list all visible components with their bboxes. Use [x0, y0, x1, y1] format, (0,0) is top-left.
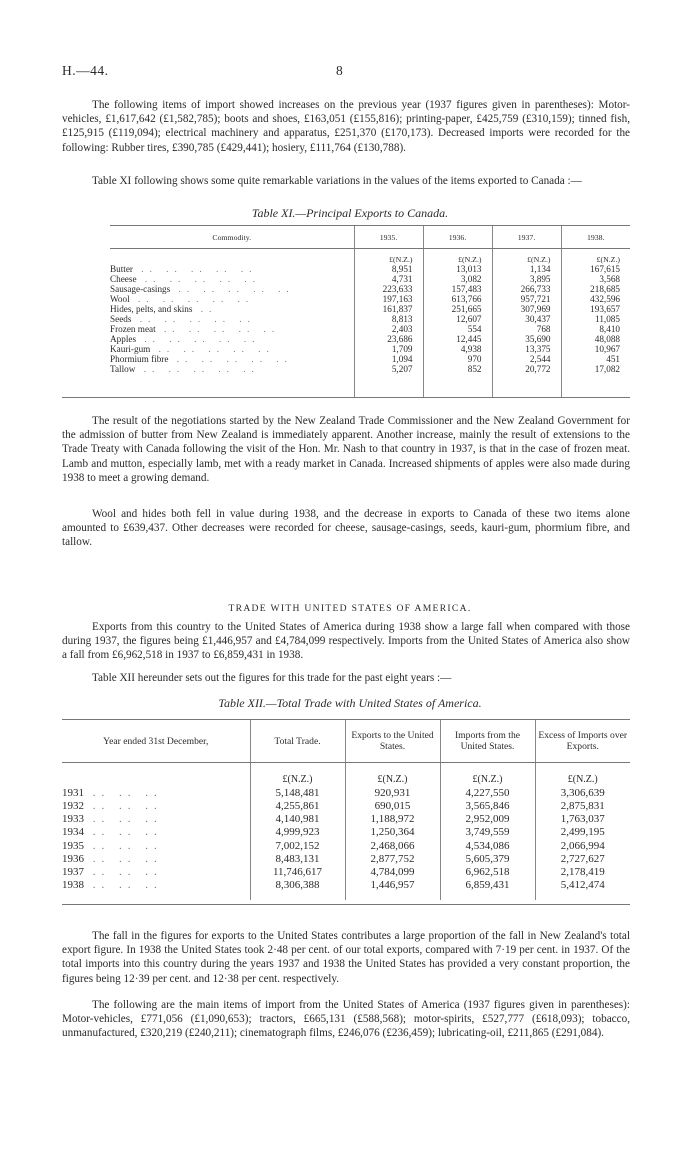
- value-cell: 223,633: [354, 284, 423, 294]
- table-xi-caption: Table XI.—Principal Exports to Canada.: [251, 206, 449, 220]
- value-cell: 1,446,957: [345, 879, 440, 892]
- col-header-year: Year ended 31st December,: [62, 720, 250, 763]
- value-cell: 8,951: [354, 264, 423, 274]
- value-cell: 193,657: [561, 304, 630, 314]
- value-cell: 768: [492, 324, 561, 334]
- value-cell: 4,255,861: [250, 799, 345, 812]
- value-cell: 12,607: [423, 314, 492, 324]
- value-cell: 554: [423, 324, 492, 334]
- col-header-1936: 1936.: [423, 226, 492, 249]
- value-cell: 2,403: [354, 324, 423, 334]
- value-cell: 1,134: [492, 264, 561, 274]
- table-row: [62, 813, 630, 826]
- value-cell: 5,605,379: [440, 852, 535, 865]
- document-reference: H.—44.: [62, 63, 109, 78]
- usa-imports-paragraph: The following are the main items of import from the United States of America (1937 figures given in parentheses): Motor-vehicles, £771,056 (£1,090,653); tractors, £665,131 (£588,568); motor-spirits, £527,777 (£618,093); tobacco, unmanufactured, £320,219 (£240,211); cinematograph films, £246,076 (£236,459); lubricating-oil, £211,865 (£291,084).: [62, 999, 630, 1040]
- value-cell: 3,082: [423, 274, 492, 284]
- table-row: [110, 304, 630, 314]
- value-cell: 13,013: [423, 264, 492, 274]
- usa-section-heading: TRADE WITH UNITED STATES OF AMERICA.: [228, 603, 472, 614]
- unit-label: £(N.Z.): [345, 763, 440, 787]
- value-cell: 2,066,994: [535, 839, 630, 852]
- value-cell: 1,094: [354, 354, 423, 364]
- table-row: [62, 865, 630, 878]
- imports-increase-paragraph: The following items of import showed increases on the previous year (1937 figures given in parentheses): Motor-vehicles, £1,617,642 (£1,582,785); boots and shoes, £163,051 (£155,816); printing-paper, £425,759 (£310,159); tinned fish, £125,915 (£119,094); electrical machinery and apparatus, £251,370 (£170,173). Decreased imports were recorded for the following: Rubber tires, £390,785 (£429,441); hosiery, £111,764 (£130,788).: [62, 99, 630, 154]
- value-cell: 2,499,195: [535, 826, 630, 839]
- value-cell: 451: [561, 354, 630, 364]
- value-cell: 5,207: [354, 364, 423, 374]
- year-label: 1932: [62, 799, 84, 812]
- year-cell: [62, 786, 250, 799]
- value-cell: 2,178,419: [535, 865, 630, 878]
- commodity-name: Frozen meat .. .. .. .. ..: [110, 324, 281, 334]
- value-cell: 8,483,131: [250, 852, 345, 865]
- table-row: [62, 839, 630, 852]
- year-label: 1935: [62, 839, 84, 852]
- padding-cell: [354, 374, 423, 398]
- table-xii-bottom-rule: [62, 904, 630, 905]
- padding-cell: [345, 892, 440, 900]
- canada-exports-table: [110, 225, 630, 398]
- leader-dots: .. .. .. .. ..: [168, 354, 293, 364]
- value-cell: 30,437: [492, 314, 561, 324]
- table-xi-bottom-rule: [62, 397, 630, 398]
- value-cell: 17,082: [561, 364, 630, 374]
- value-cell: 11,746,617: [250, 865, 345, 878]
- commodity-name: Apples .. .. .. .. ..: [110, 334, 261, 344]
- leader-dots: .. .. ..: [84, 813, 163, 826]
- usa-trade-body: [62, 763, 630, 900]
- leader-dots: ..: [192, 304, 218, 314]
- col-header-1937: 1937.: [492, 226, 561, 249]
- canada-negotiations-paragraph: The result of the negotiations started by the New Zealand Trade Commissioner and the New Zealand Government for the admission of butter from New Zealand is immediately apparent. Another increase, mainly the result of extensions to the Trade Treaty with Canada following the visit of the Hon. Mr. Nash to that country in 1937, is that in the case of frozen meat. Lamb and mutton, especially lamb, met with a ready market in Canada. Increased shipments of apples were also made during 1938 to meet a growing demand.: [62, 415, 630, 484]
- value-cell: 35,690: [492, 334, 561, 344]
- padding-cell: [62, 892, 250, 900]
- commodity-name: Kauri-gum .. .. .. .. ..: [110, 344, 275, 354]
- col-header-excess: Excess of Imports over Exports.: [535, 720, 630, 763]
- commodity-name: Tallow .. .. .. .. ..: [110, 364, 260, 374]
- leader-dots: .. .. .. .. ..: [135, 364, 260, 374]
- value-cell: 4,999,923: [250, 826, 345, 839]
- value-cell: 197,163: [354, 294, 423, 304]
- year-label: 1936: [62, 852, 84, 865]
- leader-dots: .. .. ..: [84, 879, 163, 892]
- value-cell: 8,410: [561, 324, 630, 334]
- units-spacer: [62, 763, 250, 787]
- value-cell: 4,784,099: [345, 865, 440, 878]
- value-cell: 3,895: [492, 274, 561, 284]
- value-cell: 613,766: [423, 294, 492, 304]
- value-cell: 10,967: [561, 344, 630, 354]
- table-row: [62, 879, 630, 892]
- table-row: [110, 284, 630, 294]
- table-row: [62, 826, 630, 839]
- usa-trade-paragraph: Exports from this country to the United States of America during 1938 show a large fall when compared with those during 1937, the figures being £1,446,957 and £4,784,099 respectively. Imports from the United States of America also show a fall from £6,962,518 in 1937 to £6,859,431 in 1938.: [62, 621, 630, 662]
- value-cell: 161,837: [354, 304, 423, 314]
- year-cell: [62, 839, 250, 852]
- value-cell: 1,709: [354, 344, 423, 354]
- value-cell: 2,875,831: [535, 799, 630, 812]
- leader-dots: .. .. ..: [84, 865, 163, 878]
- value-cell: 5,148,481: [250, 786, 345, 799]
- table-row: [110, 364, 630, 374]
- value-cell: 3,568: [561, 274, 630, 284]
- leader-dots: .. .. ..: [84, 839, 163, 852]
- col-header-exports: Exports to the United States.: [345, 720, 440, 763]
- leader-dots: .. .. .. .. ..: [136, 274, 261, 284]
- value-cell: 20,772: [492, 364, 561, 374]
- year-cell: [62, 865, 250, 878]
- table-row: [62, 852, 630, 865]
- value-cell: 4,731: [354, 274, 423, 284]
- padding-row: [110, 374, 630, 398]
- table-row: [110, 294, 630, 304]
- leader-dots: .. .. ..: [84, 786, 163, 799]
- value-cell: 1,763,037: [535, 813, 630, 826]
- padding-cell: [440, 892, 535, 900]
- commodity-name: Hides, pelts, and skins ..: [110, 304, 218, 314]
- year-label: 1934: [62, 826, 84, 839]
- col-header-1935: 1935.: [354, 226, 423, 249]
- table-row: [62, 786, 630, 799]
- value-cell: 3,306,639: [535, 786, 630, 799]
- col-header-1938: 1938.: [561, 226, 630, 249]
- unit-label: £(N.Z.): [250, 763, 345, 787]
- units-spacer: [110, 249, 354, 265]
- year-label: 1937: [62, 865, 84, 878]
- value-cell: 4,140,981: [250, 813, 345, 826]
- leader-dots: .. .. .. .. ..: [155, 324, 281, 334]
- usa-trade-table: [62, 719, 630, 900]
- table-row: [110, 264, 630, 274]
- padding-cell: [561, 374, 630, 398]
- value-cell: 11,085: [561, 314, 630, 324]
- padding-cell: [492, 374, 561, 398]
- value-cell: 8,813: [354, 314, 423, 324]
- value-cell: 2,877,752: [345, 852, 440, 865]
- unit-label: £(N.Z.): [492, 249, 561, 265]
- table-row: [110, 274, 630, 284]
- col-header-imports: Imports from the United States.: [440, 720, 535, 763]
- year-label: 1933: [62, 813, 84, 826]
- table-row: [110, 314, 630, 324]
- leader-dots: .. .. .. .. ..: [136, 334, 261, 344]
- value-cell: 4,938: [423, 344, 492, 354]
- leader-dots: .. .. .. .. ..: [129, 294, 255, 304]
- unit-label: £(N.Z.): [354, 249, 423, 265]
- year-cell: [62, 826, 250, 839]
- value-cell: 7,002,152: [250, 839, 345, 852]
- canada-exports-body: [110, 249, 630, 399]
- wool-hides-paragraph: Wool and hides both fell in value during 1938, and the decrease in exports to Canada of these two items alone amounted to £639,437. Other decreases were recorded for cheese, sausage-casings, seeds, kauri-gum, phormium fibre, and tallow.: [62, 508, 630, 549]
- table-row: [62, 799, 630, 812]
- commodity-name: Sausage-casings .. .. .. .. ..: [110, 284, 295, 294]
- padding-cell: [423, 374, 492, 398]
- value-cell: 852: [423, 364, 492, 374]
- value-cell: 2,544: [492, 354, 561, 364]
- value-cell: 1,250,364: [345, 826, 440, 839]
- padding-cell: [110, 374, 354, 398]
- value-cell: 48,088: [561, 334, 630, 344]
- leader-dots: .. .. .. .. ..: [170, 284, 295, 294]
- value-cell: 251,665: [423, 304, 492, 314]
- commodity-name: Cheese .. .. .. .. ..: [110, 274, 261, 284]
- value-cell: 12,445: [423, 334, 492, 344]
- value-cell: 970: [423, 354, 492, 364]
- leader-dots: .. .. .. .. ..: [131, 314, 256, 324]
- value-cell: 157,483: [423, 284, 492, 294]
- unit-label: £(N.Z.): [440, 763, 535, 787]
- value-cell: 6,962,518: [440, 865, 535, 878]
- year-cell: [62, 852, 250, 865]
- value-cell: 266,733: [492, 284, 561, 294]
- year-cell: [62, 813, 250, 826]
- padding-row: [62, 892, 630, 900]
- leader-dots: .. .. .. .. ..: [150, 344, 275, 354]
- value-cell: 5,412,474: [535, 879, 630, 892]
- leader-dots: .. .. ..: [84, 799, 163, 812]
- table-xi-intro-paragraph: Table XI following shows some quite remarkable variations in the values of the items exported to Canada :—: [92, 175, 582, 187]
- year-label: 1938: [62, 879, 84, 892]
- unit-label: £(N.Z.): [423, 249, 492, 265]
- col-header-total-trade: Total Trade.: [250, 720, 345, 763]
- commodity-name: Phormium fibre .. .. .. .. ..: [110, 354, 293, 364]
- units-row: [62, 763, 630, 787]
- table-row: [110, 354, 630, 364]
- value-cell: 13,375: [492, 344, 561, 354]
- leader-dots: .. .. .. .. ..: [132, 264, 258, 274]
- leader-dots: .. .. ..: [84, 852, 163, 865]
- leader-dots: .. .. ..: [84, 826, 163, 839]
- value-cell: 2,952,009: [440, 813, 535, 826]
- table-row: [110, 334, 630, 344]
- unit-label: £(N.Z.): [561, 249, 630, 265]
- value-cell: 6,859,431: [440, 879, 535, 892]
- year-cell: [62, 799, 250, 812]
- unit-label: £(N.Z.): [535, 763, 630, 787]
- col-header-commodity: Commodity.: [110, 226, 354, 249]
- value-cell: 4,227,550: [440, 786, 535, 799]
- value-cell: 3,749,559: [440, 826, 535, 839]
- table-row: [110, 344, 630, 354]
- value-cell: 307,969: [492, 304, 561, 314]
- export-fall-paragraph: The fall in the figures for exports to the United States contributes a large proportion of the fall in New Zealand's total export figure. In 1938 the United States took 2·48 per cent. of our total exports, compared with 7·19 per cent. in 1937. Of the total imports into this country during the years 1937 and 1938 the United States has provided a very constant proportion, the figures being 12·39 per cent. and 12·38 per cent. respectively.: [62, 930, 630, 985]
- table-row: [110, 324, 630, 334]
- value-cell: 920,931: [345, 786, 440, 799]
- year-label: 1931: [62, 786, 84, 799]
- value-cell: 957,721: [492, 294, 561, 304]
- value-cell: 3,565,846: [440, 799, 535, 812]
- padding-cell: [250, 892, 345, 900]
- table-xii-intro-paragraph: Table XII hereunder sets out the figures for this trade for the past eight years :—: [92, 672, 452, 684]
- year-cell: [62, 879, 250, 892]
- value-cell: 167,615: [561, 264, 630, 274]
- value-cell: 218,685: [561, 284, 630, 294]
- value-cell: 1,188,972: [345, 813, 440, 826]
- table-xii-caption: Table XII.—Total Trade with United States of America.: [218, 696, 482, 710]
- padding-cell: [535, 892, 630, 900]
- value-cell: 2,468,066: [345, 839, 440, 852]
- value-cell: 432,596: [561, 294, 630, 304]
- commodity-name: Butter .. .. .. .. ..: [110, 264, 258, 274]
- commodity-name: Seeds .. .. .. .. ..: [110, 314, 256, 324]
- value-cell: 690,015: [345, 799, 440, 812]
- commodity-name: Wool .. .. .. .. ..: [110, 294, 255, 304]
- value-cell: 2,727,627: [535, 852, 630, 865]
- units-row: [110, 249, 630, 265]
- value-cell: 8,306,388: [250, 879, 345, 892]
- page-number: 8: [336, 63, 343, 78]
- value-cell: 4,534,086: [440, 839, 535, 852]
- value-cell: 23,686: [354, 334, 423, 344]
